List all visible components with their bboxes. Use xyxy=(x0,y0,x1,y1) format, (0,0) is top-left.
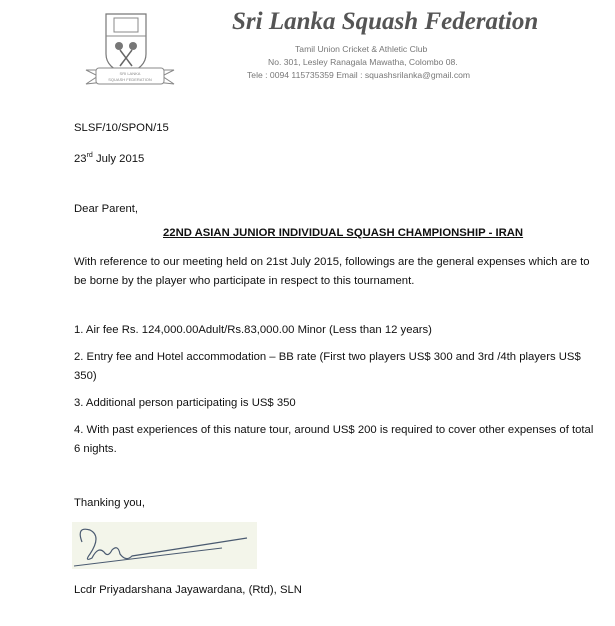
closing: Thanking you, xyxy=(74,497,145,509)
intro-paragraph: With reference to our meeting held on 21st July 2015, followings are the general expenses which are to be borne by the player who participate in respect to this tournament. xyxy=(74,256,590,287)
contact-line: Tele : 0094 115735359 Email : squashsrilanka@gmail.com xyxy=(247,70,471,80)
svg-text:SQUASH FEDERATION: SQUASH FEDERATION xyxy=(108,77,152,82)
federation-logo xyxy=(84,10,176,88)
address-line1: Tamil Union Cricket & Athletic Club xyxy=(295,44,428,54)
reference-number: SLSF/10/SPON/15 xyxy=(74,122,169,134)
expense-item: 1. Air fee Rs. 124,000.00Adult/Rs.83,000.00 Minor (Less than 12 years) xyxy=(74,324,432,336)
address-line2: No. 301, Lesley Ranagala Mawatha, Colombo 08. xyxy=(268,57,458,67)
letter-date: 23rd July 2015 xyxy=(74,152,145,165)
expense-item: 4. With past experiences of this nature tour, around US$ 200 is required to cover other expenses of total 6 nights. xyxy=(74,424,594,455)
salutation: Dear Parent, xyxy=(74,203,139,215)
svg-text:SRI LANKA: SRI LANKA xyxy=(119,71,141,76)
expense-item: 2. Entry fee and Hotel accommodation – BB rate (First two players US$ 300 and 3rd /4th players US$ 350) xyxy=(74,351,581,382)
org-name: Sri Lanka Squash Federation xyxy=(232,8,539,35)
subject-heading: 22ND ASIAN JUNIOR INDIVIDUAL SQUASH CHAMPIONSHIP - IRAN xyxy=(163,227,524,239)
signatory-name: Lcdr Priyadarshana Jayawardana, (Rtd), SLN xyxy=(74,584,302,596)
signature-image xyxy=(72,522,257,569)
expense-item: 3. Additional person participating is US$ 350 xyxy=(74,397,296,409)
